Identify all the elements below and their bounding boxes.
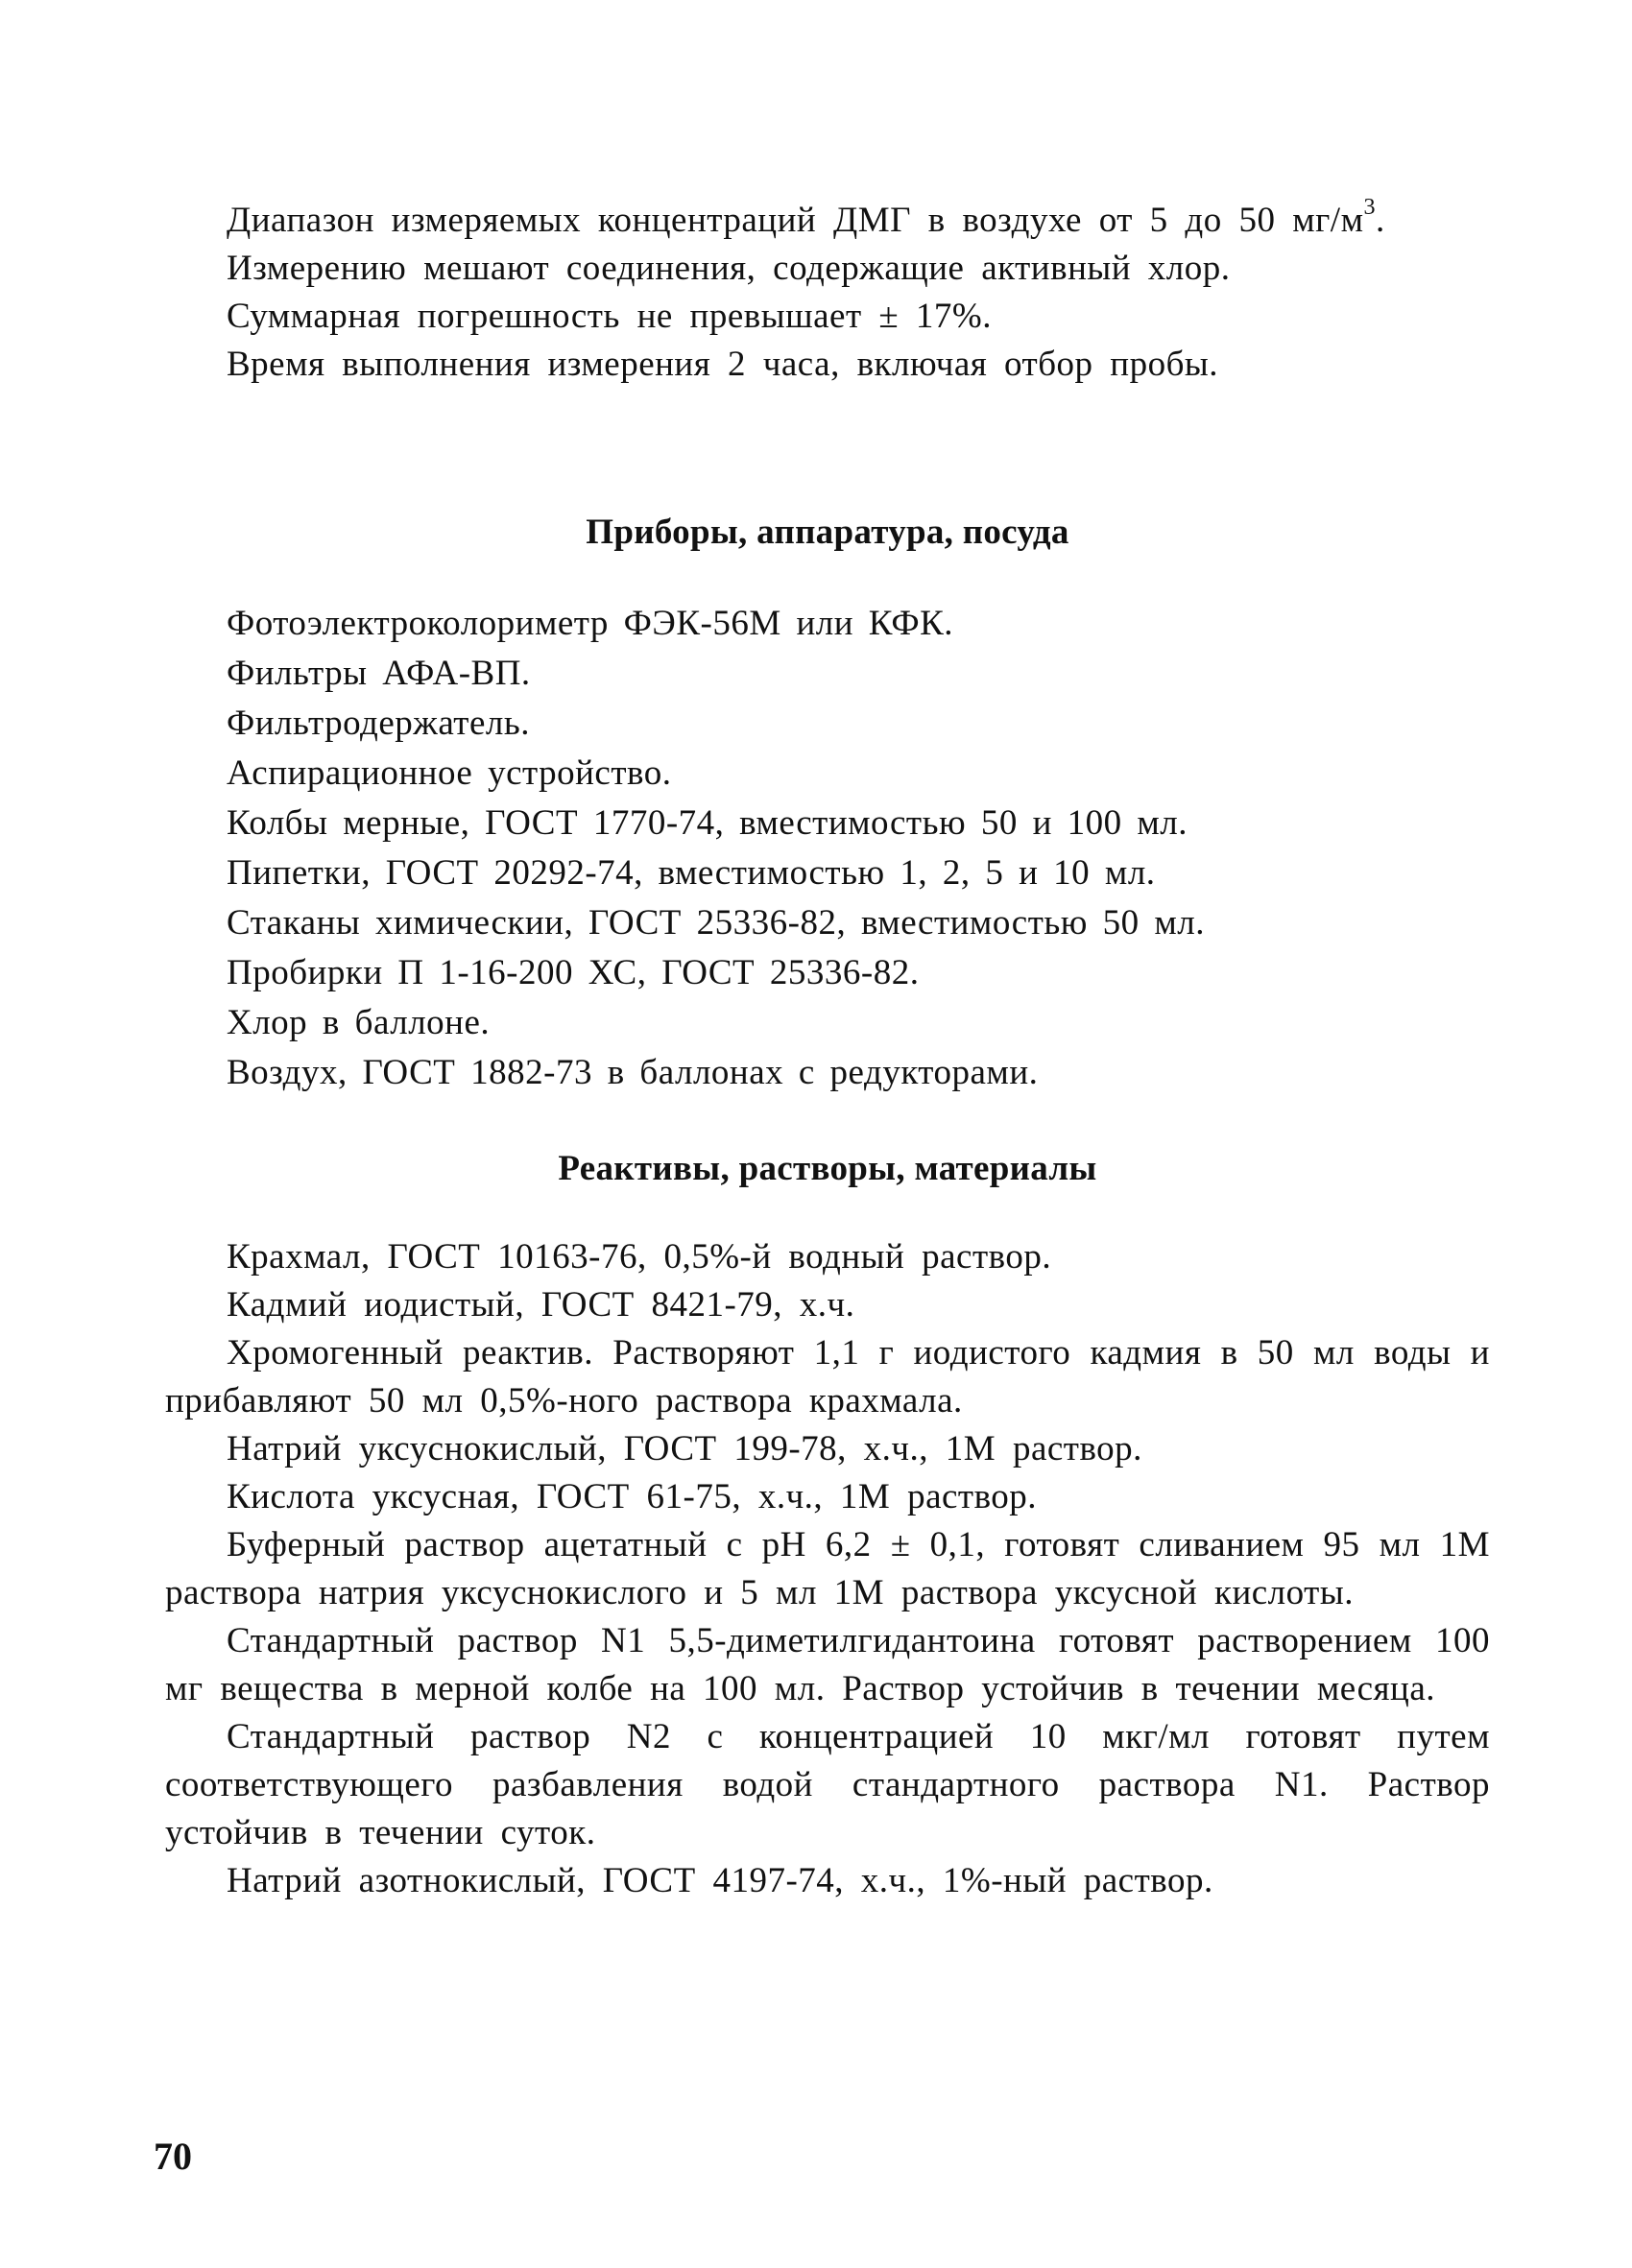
time-paragraph: Время выполнения измерения 2 часа, включая отбор пробы. [227, 345, 1219, 384]
list-item: Колбы мерные, ГОСТ 1770-74, вместимостью 50 и 100 мл. [227, 803, 1188, 843]
reagent-paragraph: Натрий уксуснокислый, ГОСТ 199-78, х.ч., 1М раствор. [227, 1429, 1142, 1468]
interference-paragraph: Измерению мешают соединения, содержащие активный хлор. [227, 249, 1231, 288]
reagent-paragraph: Кадмий иодистый, ГОСТ 8421-79, х.ч. [227, 1285, 855, 1325]
reagent-paragraph: Стандартный раствор N2 с концентрацией 10 мкг/мл готовят путем соответствующего разбавления водой стандартного раствора N1. Раствор устойчив в течении суток. [165, 1717, 1490, 1852]
reagents-section [165, 1233, 1490, 1905]
list-item: Воздух, ГОСТ 1882-73 в баллонах с редукторами. [227, 1053, 1039, 1092]
list-item: Пробирки П 1-16-200 ХС, ГОСТ 25336-82. [227, 953, 920, 992]
equipment-heading: Приборы, аппаратура, посуда [586, 513, 1069, 552]
list-item: Фильтродержатель. [227, 704, 530, 743]
range-paragraph [165, 194, 1490, 245]
page-number: 70 [154, 2135, 192, 2178]
list-item: Стаканы химическии, ГОСТ 25336-82, вместимостью 50 мл. [227, 903, 1206, 943]
reagent-paragraph: Кислота уксусная, ГОСТ 61-75, х.ч., 1М раствор. [227, 1477, 1038, 1516]
reagent-paragraph: Стандартный раствор N1 5,5-диметилгидантоина готовят растворением 100 мг вещества в мерной колбе на 100 мл. Раствор устойчив в течении месяца. [165, 1621, 1490, 1708]
list-item: Фильтры АФА-ВП. [227, 654, 531, 693]
list-item: Пипетки, ГОСТ 20292-74, вместимостью 1, 2, 5 и 10 мл. [227, 853, 1156, 893]
list-item: Хлор в баллоне. [227, 1003, 491, 1042]
reagents-heading: Реактивы, растворы, материалы [558, 1149, 1097, 1188]
range-end: . [1376, 201, 1385, 240]
list-item: Аспирационное устройство. [227, 753, 672, 793]
reagent-paragraph: Буферный раствор ацетатный с pH 6,2 ± 0,1, готовят сливанием 95 мл 1М раствора натрия уксуснокислого и 5 мл 1М раствора уксусной кислоты. [165, 1525, 1490, 1612]
range-text: Диапазон измеряемых концентраций ДМГ в воздухе от 5 до 50 мг/м [227, 201, 1364, 240]
reagent-paragraph: Натрий азотнокислый, ГОСТ 4197-74, х.ч., 1%-ный раствор. [227, 1861, 1213, 1900]
reagent-paragraph: Крахмал, ГОСТ 10163-76, 0,5%-й водный раствор. [227, 1237, 1052, 1277]
error-paragraph: Суммарная погрешность не превышает ± 17%. [227, 297, 992, 336]
equipment-list [165, 599, 1490, 1098]
list-item: Фотоэлектроколориметр ФЭК-56М или КФК. [227, 604, 954, 643]
intro-section [165, 194, 1490, 389]
range-superscript: 3 [1363, 194, 1377, 220]
reagent-paragraph: Хромогенный реактив. Растворяют 1,1 г иодистого кадмия в 50 мл воды и прибавляют 50 мл 0,5%-ного раствора крахмала. [165, 1333, 1490, 1420]
